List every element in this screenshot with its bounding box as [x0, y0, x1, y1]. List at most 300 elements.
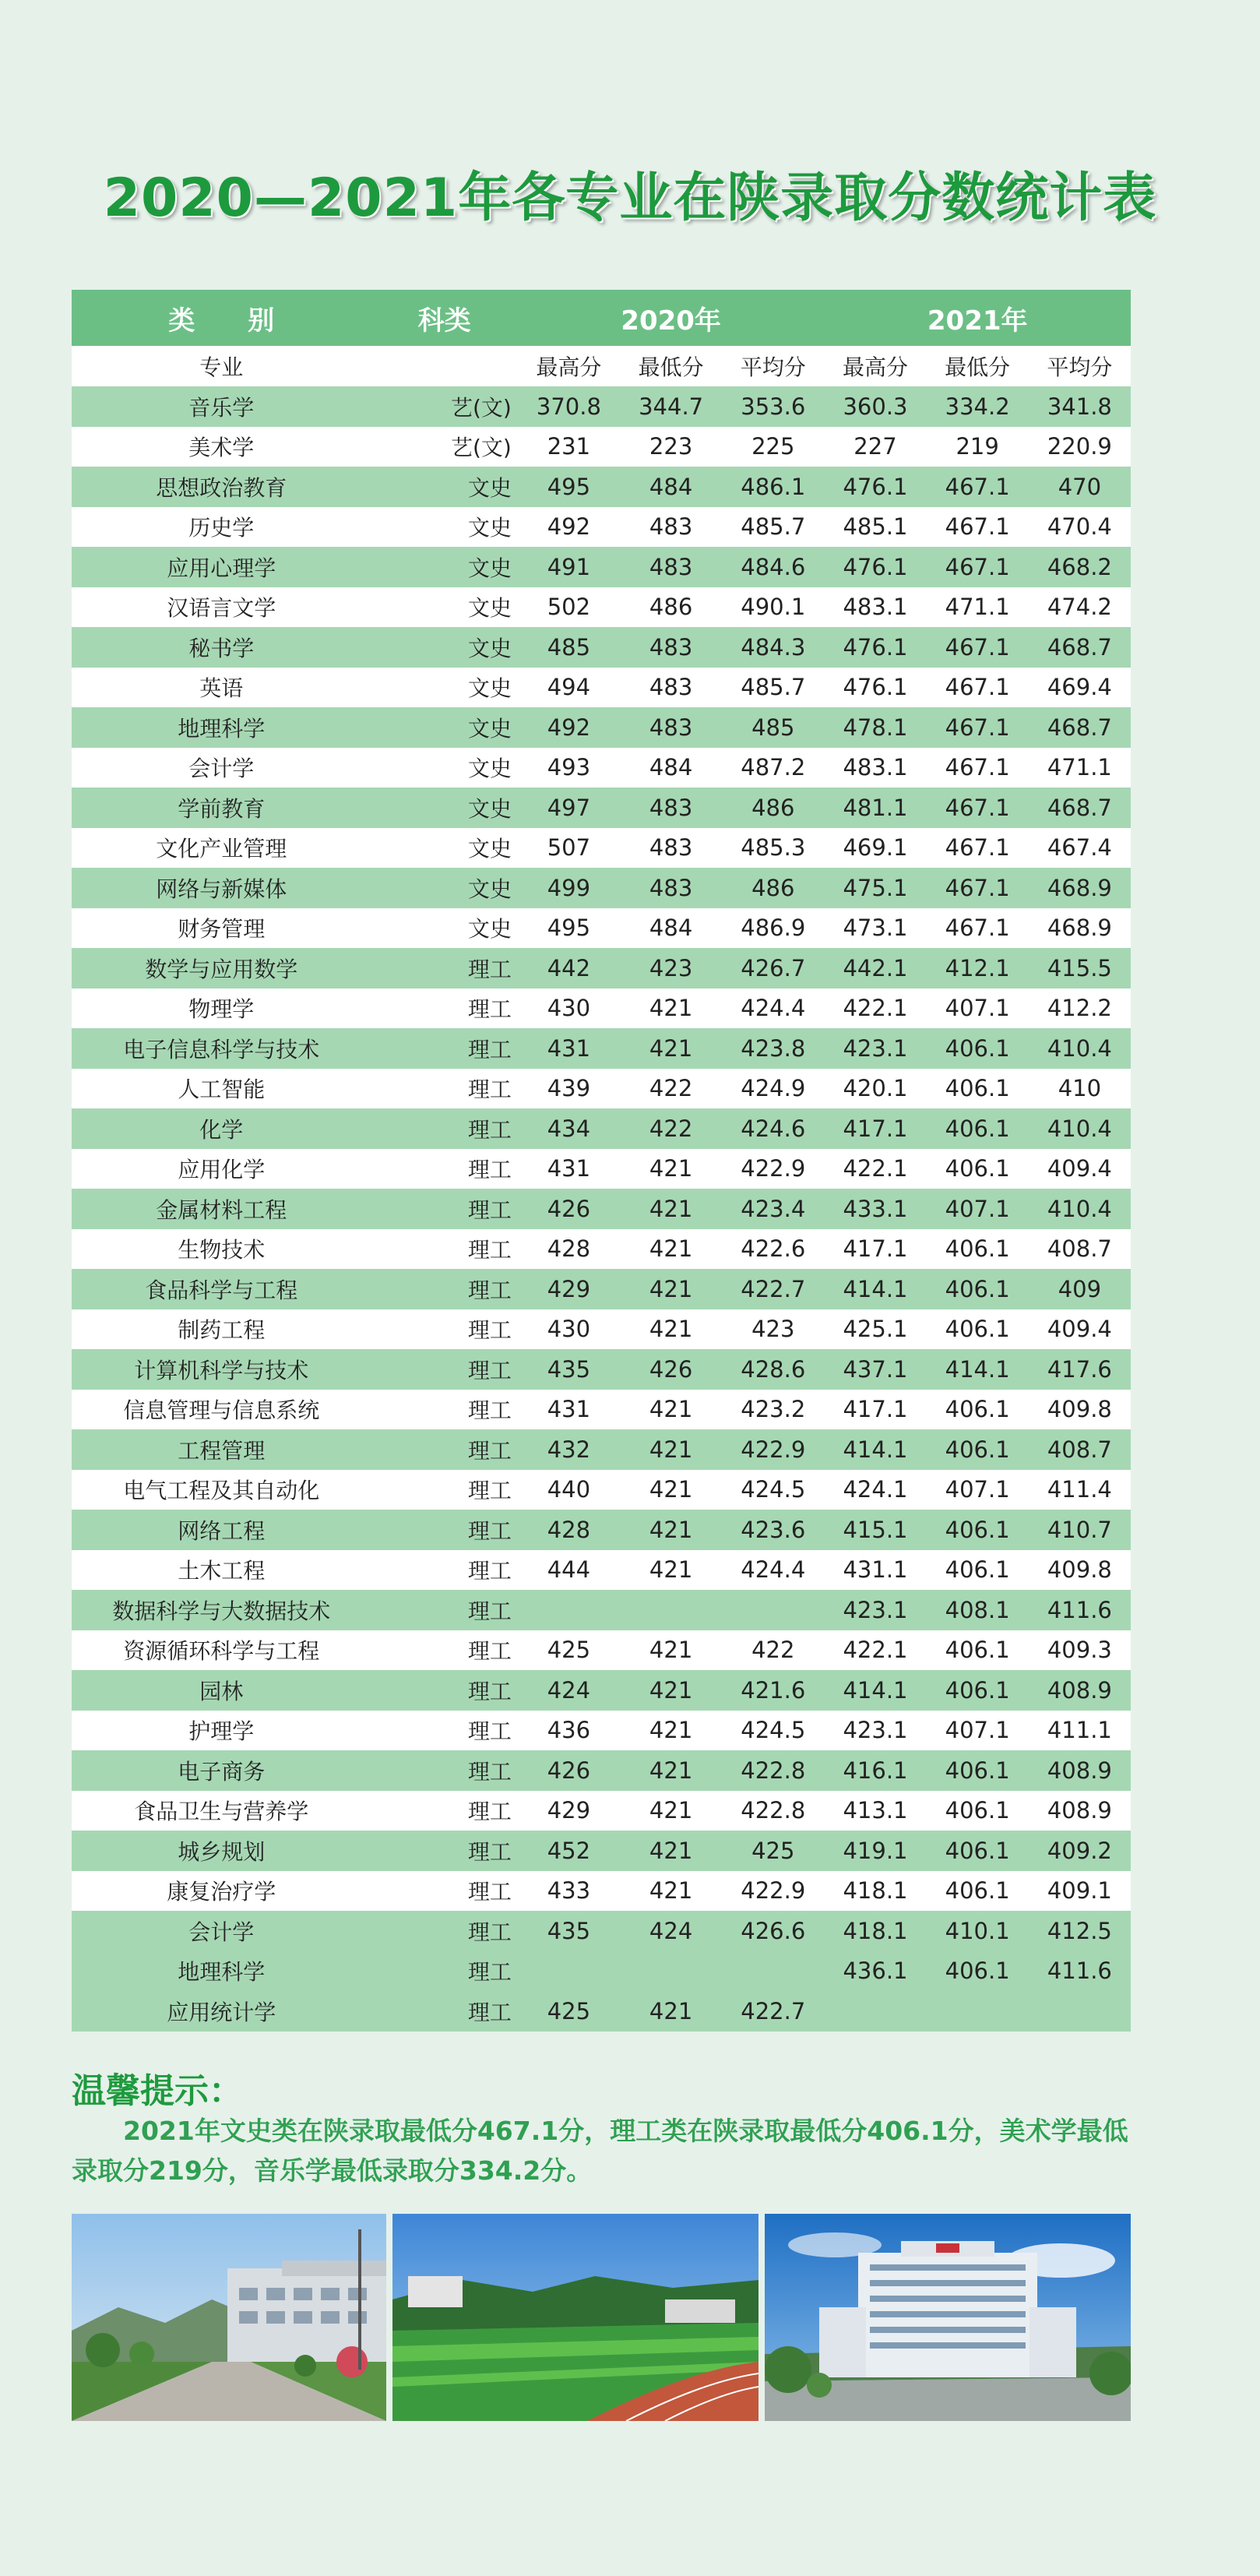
- score-2020-min-cell: [620, 1951, 722, 1992]
- score-2021-avg-cell: 471.1: [1029, 748, 1131, 788]
- score-2021-min-cell: 406.1: [927, 1429, 1029, 1470]
- score-2020-avg-cell: 426.6: [722, 1911, 824, 1951]
- score-2021-min-cell: 406.1: [927, 1750, 1029, 1791]
- score-2020-max-cell: 425: [518, 1630, 620, 1671]
- score-2021-avg-cell: 410: [1029, 1069, 1131, 1109]
- score-2021-avg-cell: 417.6: [1029, 1349, 1131, 1390]
- table-row: [72, 748, 1131, 788]
- score-2021-min-cell: 406.1: [927, 1510, 1029, 1550]
- major-cell: 网络工程: [72, 1510, 371, 1550]
- score-2020-avg-cell: 422.9: [722, 1429, 824, 1470]
- score-2020-avg-cell: [722, 1951, 824, 1992]
- score-2021-max-cell: 442.1: [824, 948, 926, 988]
- score-2021-max-cell: 422.1: [824, 1630, 926, 1671]
- table-row: [72, 467, 1131, 507]
- score-2020-min-cell: 483: [620, 668, 722, 708]
- score-2020-min-cell: 421: [620, 1750, 722, 1791]
- score-2021-avg-cell: 410.4: [1029, 1108, 1131, 1149]
- table-row: [72, 1309, 1131, 1350]
- score-2020-avg-cell: 486.9: [722, 908, 824, 949]
- score-2021-avg-cell: 341.8: [1029, 386, 1131, 427]
- score-2021-avg-cell: 469.4: [1029, 668, 1131, 708]
- page-title: 2020—2021年各专业在陕录取分数统计表: [103, 167, 1157, 229]
- score-2020-avg-cell: 486.1: [722, 467, 824, 507]
- score-2020-min-cell: 421: [620, 1149, 722, 1189]
- table-row: [72, 788, 1131, 828]
- table-row: [72, 1951, 1131, 1992]
- header-year-2020: 2020年: [518, 290, 825, 346]
- score-2020-avg-cell: 422.7: [722, 1269, 824, 1309]
- score-2021-min-cell: 406.1: [927, 1069, 1029, 1109]
- tips-text: 2021年文史类在陕录取最低分467.1分，理工类在陕录取最低分406.1分，美术学最低录取分219分，音乐学最低录取分334.2分。: [72, 2116, 1128, 2186]
- category-cell: 理工: [371, 1871, 518, 1912]
- category-cell: 理工: [371, 1108, 518, 1149]
- score-2020-avg-cell: 422.9: [722, 1149, 824, 1189]
- score-2020-max-cell: 485: [518, 627, 620, 668]
- score-2020-avg-cell: 353.6: [722, 386, 824, 427]
- score-2021-min-cell: 406.1: [927, 1670, 1029, 1711]
- score-2020-max-cell: 370.8: [518, 386, 620, 427]
- score-2021-min-cell: 408.1: [927, 1590, 1029, 1630]
- score-2021-avg-cell: 409.1: [1029, 1871, 1131, 1912]
- score-2020-max-cell: 431: [518, 1390, 620, 1430]
- major-cell: 信息管理与信息系统: [72, 1390, 371, 1430]
- score-2021-avg-cell: 468.9: [1029, 868, 1131, 908]
- score-2021-avg-cell: 409.4: [1029, 1149, 1131, 1189]
- score-2021-avg-cell: 411.6: [1029, 1951, 1131, 1992]
- score-2021-min-cell: 467.1: [927, 467, 1029, 507]
- major-cell: 会计学: [72, 748, 371, 788]
- table-row: [72, 1550, 1131, 1591]
- score-2021-avg-cell: 408.9: [1029, 1791, 1131, 1831]
- major-cell: 应用心理学: [72, 547, 371, 587]
- category-cell: 文史: [371, 908, 518, 949]
- score-2021-avg-cell: 411.6: [1029, 1590, 1131, 1630]
- category-cell: 文史: [371, 707, 518, 748]
- score-2021-max-cell: 413.1: [824, 1791, 926, 1831]
- major-cell: 应用统计学: [72, 1991, 371, 2032]
- score-2020-max-cell: 495: [518, 467, 620, 507]
- score-2021-avg-cell: 408.9: [1029, 1750, 1131, 1791]
- campus-road-photo: [72, 2214, 386, 2421]
- score-2020-min-cell: 421: [620, 1028, 722, 1069]
- score-2020-min-cell: 484: [620, 467, 722, 507]
- score-2021-min-cell: 406.1: [927, 1149, 1029, 1189]
- score-2020-max-cell: 429: [518, 1791, 620, 1831]
- table-row: [72, 1791, 1131, 1831]
- score-2021-max-cell: 418.1: [824, 1911, 926, 1951]
- score-2021-max-cell: 476.1: [824, 668, 926, 708]
- score-2021-avg-cell: 468.2: [1029, 547, 1131, 587]
- score-2021-min-cell: 467.1: [927, 828, 1029, 869]
- score-2021-max-cell: 423.1: [824, 1028, 926, 1069]
- sports-field-photo: [392, 2214, 758, 2421]
- score-2020-avg-cell: 426.7: [722, 948, 824, 988]
- score-2020-min-cell: 422: [620, 1108, 722, 1149]
- score-2020-avg-cell: 422.8: [722, 1791, 824, 1831]
- major-cell: 历史学: [72, 507, 371, 548]
- major-cell: 会计学: [72, 1911, 371, 1951]
- score-2021-avg-cell: 468.9: [1029, 908, 1131, 949]
- score-2021-max-cell: 476.1: [824, 547, 926, 587]
- header-subject: 科类: [371, 290, 518, 346]
- score-2021-max-cell: 424.1: [824, 1470, 926, 1510]
- category-cell: 艺(文): [371, 427, 518, 467]
- score-2020-min-cell: 421: [620, 1991, 722, 2032]
- score-2021-min-cell: 467.1: [927, 547, 1029, 587]
- table-row: [72, 1750, 1131, 1791]
- score-2021-min-cell: 407.1: [927, 1711, 1029, 1751]
- score-2020-min-cell: 483: [620, 507, 722, 548]
- category-cell: 文史: [371, 748, 518, 788]
- score-2020-avg-cell: 486: [722, 788, 824, 828]
- category-cell: 文史: [371, 507, 518, 548]
- category-cell: 文史: [371, 547, 518, 587]
- category-cell: 理工: [371, 1791, 518, 1831]
- category-cell: 理工: [371, 1189, 518, 1229]
- score-2020-avg-cell: 490.1: [722, 587, 824, 628]
- header-2020-min: 最低分: [620, 346, 722, 386]
- category-cell: 理工: [371, 1991, 518, 2032]
- score-2020-avg-cell: 487.2: [722, 748, 824, 788]
- score-2021-max-cell: 420.1: [824, 1069, 926, 1109]
- score-2020-avg-cell: 424.4: [722, 988, 824, 1029]
- score-2021-min-cell: 406.1: [927, 1831, 1029, 1871]
- score-2020-min-cell: 426: [620, 1349, 722, 1390]
- major-cell: 制药工程: [72, 1309, 371, 1350]
- score-2021-max-cell: 417.1: [824, 1229, 926, 1270]
- score-2020-max-cell: 497: [518, 788, 620, 828]
- score-2021-max-cell: 481.1: [824, 788, 926, 828]
- score-2020-avg-cell: 484.6: [722, 547, 824, 587]
- score-2021-min-cell: 406.1: [927, 1630, 1029, 1671]
- score-2021-min-cell: 406.1: [927, 1550, 1029, 1591]
- score-2021-min-cell: 406.1: [927, 1951, 1029, 1992]
- score-2021-min-cell: 471.1: [927, 587, 1029, 628]
- table-row: [72, 1269, 1131, 1309]
- score-2020-max-cell: 452: [518, 1831, 620, 1871]
- score-2020-min-cell: 421: [620, 1229, 722, 1270]
- score-2021-avg-cell: 409.8: [1029, 1550, 1131, 1591]
- major-cell: 计算机科学与技术: [72, 1349, 371, 1390]
- category-cell: 文史: [371, 467, 518, 507]
- major-cell: 工程管理: [72, 1429, 371, 1470]
- score-2020-max-cell: 502: [518, 587, 620, 628]
- score-2020-max-cell: 492: [518, 507, 620, 548]
- table-row: [72, 1189, 1131, 1229]
- major-cell: 食品卫生与营养学: [72, 1791, 371, 1831]
- major-cell: 生物技术: [72, 1229, 371, 1270]
- table-row: [72, 386, 1131, 427]
- score-2021-max-cell: 476.1: [824, 467, 926, 507]
- score-2020-max-cell: 431: [518, 1028, 620, 1069]
- score-2021-avg-cell: 409.3: [1029, 1630, 1131, 1671]
- score-2020-max-cell: 231: [518, 427, 620, 467]
- major-cell: 地理科学: [72, 707, 371, 748]
- score-2021-avg-cell: 410.7: [1029, 1510, 1131, 1550]
- table-row: [72, 1069, 1131, 1109]
- score-2021-max-cell: 433.1: [824, 1189, 926, 1229]
- score-2020-avg-cell: 422: [722, 1630, 824, 1671]
- score-2020-min-cell: 421: [620, 1269, 722, 1309]
- score-2020-max-cell: 430: [518, 1309, 620, 1350]
- table-row: [72, 1831, 1131, 1871]
- score-2020-avg-cell: 422.8: [722, 1750, 824, 1791]
- score-2020-min-cell: 422: [620, 1069, 722, 1109]
- header-2021-max: 最高分: [824, 346, 926, 386]
- table-row: [72, 828, 1131, 869]
- score-2020-avg-cell: 485.7: [722, 507, 824, 548]
- category-cell: 艺(文): [371, 386, 518, 427]
- score-2020-max-cell: 428: [518, 1229, 620, 1270]
- score-2021-max-cell: 418.1: [824, 1871, 926, 1912]
- table-header-row-1: [72, 290, 1131, 346]
- major-cell: 思想政治教育: [72, 467, 371, 507]
- category-cell: 理工: [371, 1069, 518, 1109]
- score-2021-min-cell: 414.1: [927, 1349, 1029, 1390]
- category-cell: 理工: [371, 948, 518, 988]
- category-cell: 理工: [371, 1590, 518, 1630]
- score-2020-min-cell: 421: [620, 1791, 722, 1831]
- score-table: [72, 290, 1131, 2032]
- category-cell: 理工: [371, 1711, 518, 1751]
- major-cell: 物理学: [72, 988, 371, 1029]
- score-2021-avg-cell: 411.4: [1029, 1470, 1131, 1510]
- major-cell: 护理学: [72, 1711, 371, 1751]
- score-2021-max-cell: 415.1: [824, 1510, 926, 1550]
- score-2020-avg-cell: 423.8: [722, 1028, 824, 1069]
- score-2021-avg-cell: [1029, 1991, 1131, 2032]
- score-2020-min-cell: 421: [620, 1189, 722, 1229]
- score-2020-max-cell: 433: [518, 1871, 620, 1912]
- score-2020-avg-cell: 424.9: [722, 1069, 824, 1109]
- score-2021-min-cell: [927, 1991, 1029, 2032]
- table-row: [72, 427, 1131, 467]
- score-2020-avg-cell: 424.4: [722, 1550, 824, 1591]
- score-2021-max-cell: [824, 1991, 926, 2032]
- category-cell: 理工: [371, 1349, 518, 1390]
- score-2020-min-cell: 483: [620, 627, 722, 668]
- table-row: [72, 1510, 1131, 1550]
- major-cell: 电气工程及其自动化: [72, 1470, 371, 1510]
- header-category: 类 别: [72, 290, 371, 346]
- score-2020-min-cell: [620, 1590, 722, 1630]
- score-2021-min-cell: 406.1: [927, 1871, 1029, 1912]
- score-2020-avg-cell: 485.3: [722, 828, 824, 869]
- major-cell: 资源循环科学与工程: [72, 1630, 371, 1671]
- major-cell: 金属材料工程: [72, 1189, 371, 1229]
- score-2020-max-cell: 430: [518, 988, 620, 1029]
- major-cell: 汉语言文学: [72, 587, 371, 628]
- score-2021-max-cell: 469.1: [824, 828, 926, 869]
- score-2020-min-cell: 483: [620, 828, 722, 869]
- table-row: [72, 868, 1131, 908]
- score-2020-max-cell: 426: [518, 1750, 620, 1791]
- score-2021-min-cell: 467.1: [927, 868, 1029, 908]
- table-row: [72, 1711, 1131, 1751]
- score-2020-max-cell: 432: [518, 1429, 620, 1470]
- score-2020-avg-cell: 422.6: [722, 1229, 824, 1270]
- score-2021-avg-cell: 410.4: [1029, 1189, 1131, 1229]
- major-cell: 城乡规划: [72, 1831, 371, 1871]
- score-2020-max-cell: 425: [518, 1991, 620, 2032]
- category-cell: 理工: [371, 1630, 518, 1671]
- score-2020-avg-cell: 486: [722, 868, 824, 908]
- score-2021-min-cell: 412.1: [927, 948, 1029, 988]
- category-cell: 理工: [371, 1390, 518, 1430]
- score-2020-avg-cell: 425: [722, 1831, 824, 1871]
- score-2020-min-cell: 484: [620, 748, 722, 788]
- major-cell: 数学与应用数学: [72, 948, 371, 988]
- table-row: [72, 707, 1131, 748]
- table-row: [72, 547, 1131, 587]
- score-2021-avg-cell: 408.9: [1029, 1670, 1131, 1711]
- major-cell: 秘书学: [72, 627, 371, 668]
- score-2021-max-cell: 422.1: [824, 1149, 926, 1189]
- header-2021-avg: 平均分: [1029, 346, 1131, 386]
- score-2021-max-cell: 416.1: [824, 1750, 926, 1791]
- score-2020-avg-cell: 421.6: [722, 1670, 824, 1711]
- score-2021-min-cell: 334.2: [927, 386, 1029, 427]
- table-row: [72, 1590, 1131, 1630]
- category-cell: 文史: [371, 788, 518, 828]
- category-cell: 理工: [371, 1550, 518, 1591]
- table-row: [72, 507, 1131, 548]
- table-row: [72, 1390, 1131, 1430]
- table-row: [72, 1108, 1131, 1149]
- score-2020-max-cell: 439: [518, 1069, 620, 1109]
- score-2020-min-cell: 483: [620, 707, 722, 748]
- score-2020-max-cell: [518, 1951, 620, 1992]
- score-2021-max-cell: 423.1: [824, 1711, 926, 1751]
- major-cell: 人工智能: [72, 1069, 371, 1109]
- score-2021-min-cell: 407.1: [927, 1189, 1029, 1229]
- score-2021-max-cell: 425.1: [824, 1309, 926, 1350]
- score-2020-avg-cell: 484.3: [722, 627, 824, 668]
- category-cell: 理工: [371, 1911, 518, 1951]
- category-cell: 理工: [371, 1309, 518, 1350]
- score-2020-max-cell: 442: [518, 948, 620, 988]
- score-2020-min-cell: 421: [620, 1711, 722, 1751]
- score-2020-min-cell: 421: [620, 988, 722, 1029]
- score-2021-avg-cell: 468.7: [1029, 788, 1131, 828]
- category-cell: 文史: [371, 868, 518, 908]
- category-cell: 理工: [371, 1269, 518, 1309]
- score-2020-max-cell: 424: [518, 1670, 620, 1711]
- score-2021-avg-cell: 470: [1029, 467, 1131, 507]
- main-building-photo: [765, 2214, 1131, 2421]
- score-2020-max-cell: 435: [518, 1349, 620, 1390]
- score-2021-avg-cell: 412.5: [1029, 1911, 1131, 1951]
- score-2021-min-cell: 406.1: [927, 1028, 1029, 1069]
- score-2020-avg-cell: 422.7: [722, 1991, 824, 2032]
- score-2020-min-cell: 344.7: [620, 386, 722, 427]
- score-2020-min-cell: 486: [620, 587, 722, 628]
- score-2021-avg-cell: 408.7: [1029, 1229, 1131, 1270]
- score-2021-min-cell: 406.1: [927, 1390, 1029, 1430]
- score-2021-max-cell: 414.1: [824, 1670, 926, 1711]
- score-2021-avg-cell: 408.7: [1029, 1429, 1131, 1470]
- score-2020-max-cell: 431: [518, 1149, 620, 1189]
- score-2021-max-cell: 437.1: [824, 1349, 926, 1390]
- score-2020-max-cell: [518, 1590, 620, 1630]
- score-2020-max-cell: 499: [518, 868, 620, 908]
- score-2020-min-cell: 483: [620, 547, 722, 587]
- category-cell: 理工: [371, 1229, 518, 1270]
- category-cell: 理工: [371, 1470, 518, 1510]
- score-2021-avg-cell: 468.7: [1029, 707, 1131, 748]
- score-2021-max-cell: 360.3: [824, 386, 926, 427]
- table-row: [72, 1349, 1131, 1390]
- tips-title: 温馨提示：: [72, 2071, 243, 2111]
- major-cell: 电子信息科学与技术: [72, 1028, 371, 1069]
- score-2021-avg-cell: 409.8: [1029, 1390, 1131, 1430]
- score-2021-min-cell: 467.1: [927, 908, 1029, 949]
- score-table-container: [72, 290, 1131, 2032]
- score-2020-min-cell: 421: [620, 1470, 722, 1510]
- header-2021-min: 最低分: [927, 346, 1029, 386]
- score-2020-avg-cell: 423.2: [722, 1390, 824, 1430]
- score-2020-max-cell: 444: [518, 1550, 620, 1591]
- score-2021-max-cell: 419.1: [824, 1831, 926, 1871]
- score-2020-max-cell: 434: [518, 1108, 620, 1149]
- score-2021-max-cell: 417.1: [824, 1390, 926, 1430]
- score-2021-avg-cell: 415.5: [1029, 948, 1131, 988]
- major-cell: 美术学: [72, 427, 371, 467]
- score-2020-max-cell: 436: [518, 1711, 620, 1751]
- major-cell: 食品科学与工程: [72, 1269, 371, 1309]
- major-cell: 网络与新媒体: [72, 868, 371, 908]
- score-2020-min-cell: 483: [620, 788, 722, 828]
- score-2021-avg-cell: 412.2: [1029, 988, 1131, 1029]
- score-2021-min-cell: 467.1: [927, 627, 1029, 668]
- category-cell: 理工: [371, 1429, 518, 1470]
- score-2020-max-cell: 493: [518, 748, 620, 788]
- score-2020-avg-cell: 428.6: [722, 1349, 824, 1390]
- header-2020-max: 最高分: [518, 346, 620, 386]
- score-2020-min-cell: 421: [620, 1510, 722, 1550]
- score-2020-max-cell: 440: [518, 1470, 620, 1510]
- category-cell: 理工: [371, 1670, 518, 1711]
- score-2020-avg-cell: [722, 1590, 824, 1630]
- score-2021-max-cell: 476.1: [824, 627, 926, 668]
- score-2021-min-cell: 406.1: [927, 1309, 1029, 1350]
- table-row: [72, 668, 1131, 708]
- score-2020-avg-cell: 423.6: [722, 1510, 824, 1550]
- score-2020-max-cell: 494: [518, 668, 620, 708]
- major-cell: 土木工程: [72, 1550, 371, 1591]
- major-cell: 化学: [72, 1108, 371, 1149]
- major-cell: 康复治疗学: [72, 1871, 371, 1912]
- score-2021-min-cell: 407.1: [927, 1470, 1029, 1510]
- score-2020-max-cell: 426: [518, 1189, 620, 1229]
- header-2020-avg: 平均分: [722, 346, 824, 386]
- score-2020-avg-cell: 424.6: [722, 1108, 824, 1149]
- score-2020-max-cell: 428: [518, 1510, 620, 1550]
- score-2021-max-cell: 483.1: [824, 587, 926, 628]
- major-cell: 园林: [72, 1670, 371, 1711]
- score-2020-avg-cell: 424.5: [722, 1711, 824, 1751]
- score-2020-max-cell: 435: [518, 1911, 620, 1951]
- score-2021-min-cell: 410.1: [927, 1911, 1029, 1951]
- score-2020-max-cell: 491: [518, 547, 620, 587]
- score-2021-avg-cell: 470.4: [1029, 507, 1131, 548]
- category-cell: 理工: [371, 1510, 518, 1550]
- score-2021-max-cell: 431.1: [824, 1550, 926, 1591]
- header-year-2021: 2021年: [824, 290, 1131, 346]
- score-2020-min-cell: 483: [620, 868, 722, 908]
- score-2021-avg-cell: 468.7: [1029, 627, 1131, 668]
